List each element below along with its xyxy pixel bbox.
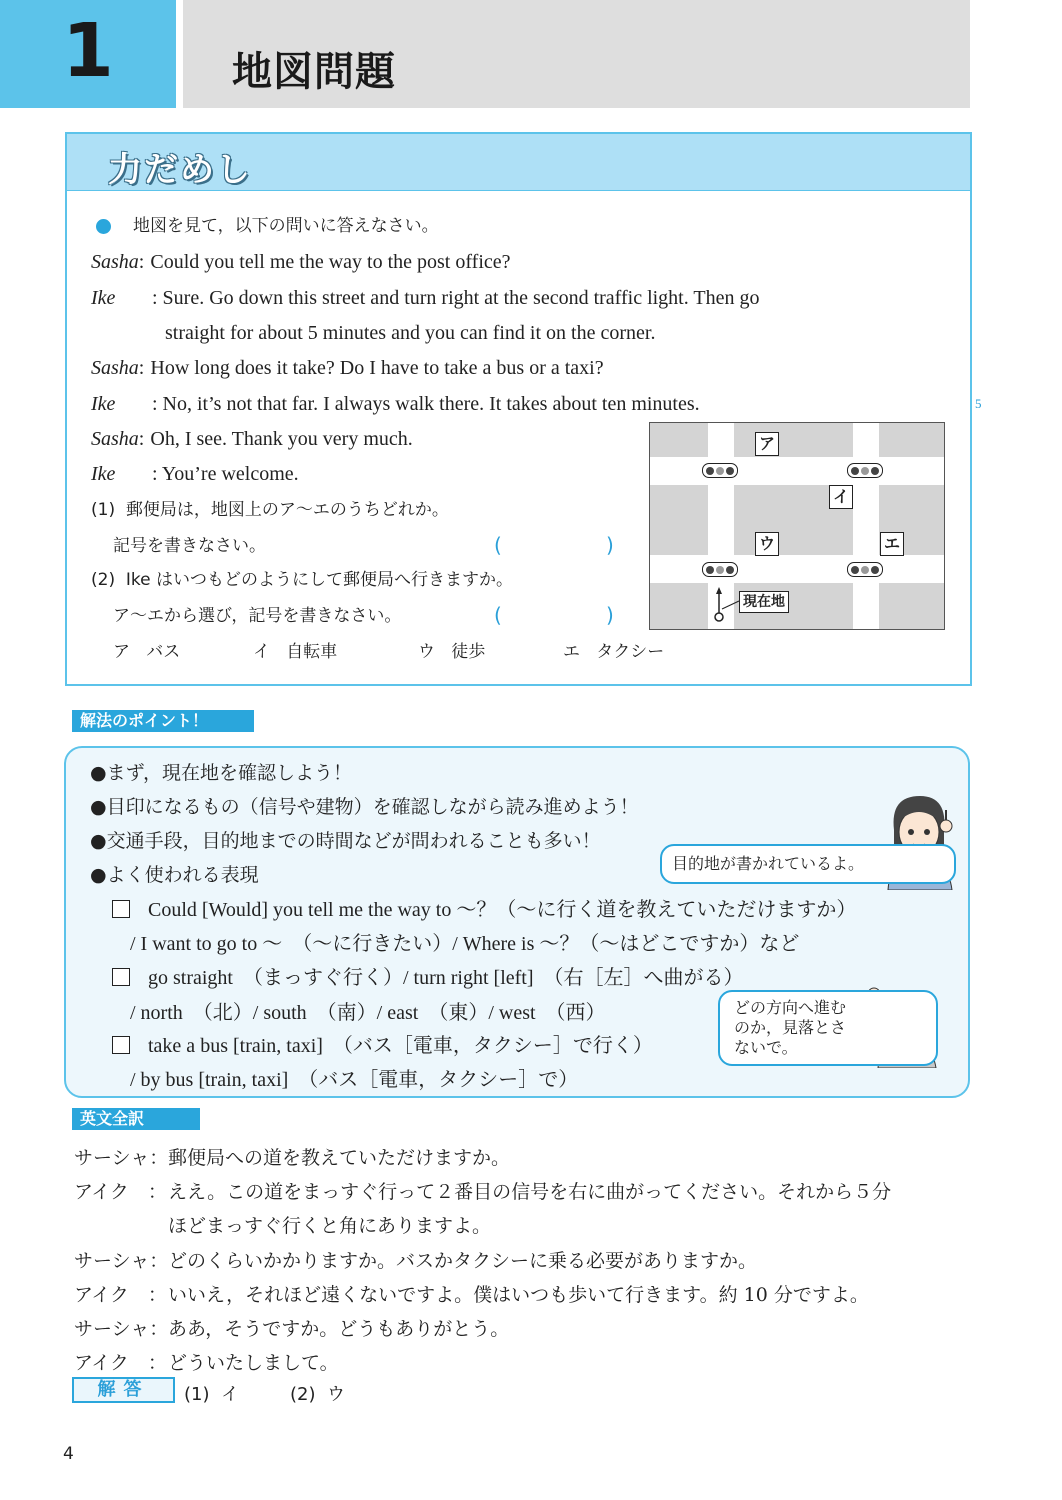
road: [650, 457, 944, 485]
answer-1: (1) イ: [184, 1384, 239, 1405]
dialogue-text: : You’re welcome.: [152, 463, 299, 485]
traffic-light-icon: [847, 562, 883, 577]
translation-text: いいえ，それほど遠くないですよ。僕はいつも歩いて行きます。約 10 分ですよ。: [168, 1284, 869, 1306]
question-2: (2) Ike はいつもどのようにして郵便局へ行きますか。: [91, 570, 514, 590]
expression-line: / north （北）/ south （南）/ east （東）/ west （西）: [130, 1002, 606, 1024]
point-bullet: ●まず，現在地を確認しよう！: [90, 762, 353, 784]
traffic-light-icon: [702, 463, 738, 478]
point-label: 解法のポイント！: [72, 710, 254, 732]
line-number: 5: [975, 396, 982, 411]
translation-text: ほどまっすぐ行くと角にありますよ。: [168, 1215, 492, 1237]
translation-label: 英文全訳: [72, 1108, 200, 1130]
choice: エ タクシー: [563, 642, 665, 662]
map-label-a: ア: [755, 432, 779, 456]
checkbox-icon: [112, 968, 130, 986]
bullet-dot-icon: [96, 219, 111, 234]
map-label-i: イ: [829, 485, 853, 509]
point-bullet: ●交通手段，目的地までの時間などが問われることも多い！: [90, 830, 601, 852]
choice: ウ 徒歩: [418, 642, 486, 662]
answer-blank-1[interactable]: [506, 532, 604, 556]
dialogue-line: Ike: [91, 463, 116, 485]
translation-speaker: アイク ：: [74, 1181, 167, 1203]
point-bullet: ●よく使われる表現: [90, 864, 259, 886]
answer-2: (2) ウ: [290, 1384, 345, 1405]
street-map: [649, 422, 945, 630]
question-2-line2: ア～エから選び，記号を書きなさい。: [113, 606, 402, 626]
dialogue-line: Sasha: How long does it take? Do I have to take a bus or a taxi?: [91, 357, 604, 379]
translation-text: どのくらいかかりますか。バスかタクシーに乗る必要がありますか。: [168, 1250, 758, 1272]
dialogue-line: Sasha: Oh, I see. Thank you very much.: [91, 428, 413, 450]
map-label-u: ウ: [755, 532, 779, 556]
road: [853, 423, 879, 629]
instruction: 地図を見て，以下の問いに答えなさい。: [96, 214, 439, 238]
exercise-title: 力だめし: [108, 150, 252, 190]
dialogue-text: : No, it’s not that far. I always walk there. It takes about ten minutes.: [152, 393, 700, 415]
answer-paren-open: (: [494, 603, 502, 627]
answer-label: 解答: [72, 1377, 175, 1403]
answer-paren-close: ): [606, 603, 614, 627]
current-location-label: 現在地: [739, 591, 789, 613]
translation-speaker: アイク ：: [74, 1352, 167, 1374]
dialogue-line: Ike: [91, 287, 116, 309]
answer-blank-2[interactable]: [506, 602, 604, 626]
chapter-title: 地図問題: [232, 49, 396, 95]
road: [650, 555, 944, 583]
expression-line: Could [Would] you tell me the way to ～？（～に行く道を教えていただけますか）: [112, 893, 856, 922]
choice: イ 自転車: [253, 642, 338, 662]
checkbox-icon: [112, 900, 130, 918]
translation-text: どういたしまして。: [168, 1352, 339, 1374]
dialogue-text: straight for about 5 minutes and you can find it on the corner.: [165, 322, 656, 344]
traffic-light-icon: [847, 463, 883, 478]
question-1: (1) 郵便局は，地図上のア～エのうちどれか。: [91, 500, 449, 520]
translation-text: 郵便局への道を教えていただけますか。: [168, 1147, 511, 1169]
point-bullet: ●目印になるもの（信号や建物）を確認しながら読み進めよう！: [90, 796, 639, 818]
answer-paren-close: ): [606, 533, 614, 557]
chapter-number: 1: [62, 8, 114, 94]
expression-line: take a bus [train, taxi] （バス［電車，タクシー］で行く）: [112, 1029, 653, 1058]
translation-speaker: サーシャ：: [74, 1318, 169, 1340]
dialogue-text: : Sure. Go down this street and turn right at the second traffic light. Then go: [152, 287, 760, 309]
translation-speaker: アイク ：: [74, 1284, 167, 1306]
expression-line: go straight （まっすぐ行く）/ turn right [left] （右［左］へ曲がる）: [112, 961, 744, 990]
expression-line: / by bus [train, taxi] （バス［電車，タクシー］で）: [130, 1069, 579, 1091]
translation-speaker: サーシャ：: [74, 1147, 169, 1169]
current-location-arrow-icon: [712, 585, 742, 625]
speech-bubble: どの方向へ進む のか，見落とさ ないで。: [718, 990, 938, 1066]
dialogue-line: Ike: [91, 393, 116, 415]
page-number: 4: [63, 1444, 74, 1464]
question-1-line2: 記号を書きなさい。: [113, 536, 266, 556]
answer-paren-open: (: [494, 533, 502, 557]
translation-text: ああ，そうですか。どうもありがとう。: [168, 1318, 510, 1340]
checkbox-icon: [112, 1036, 130, 1054]
translation-speaker: サーシャ：: [74, 1250, 169, 1272]
dialogue-line: Sasha: Could you tell me the way to the post office?: [91, 251, 511, 273]
map-label-e: エ: [880, 532, 904, 556]
translation-text: ええ。この道をまっすぐ行って２番目の信号を右に曲がってください。それから５分: [168, 1181, 892, 1203]
expression-line: / I want to go to ～ （～に行きたい）/ Where is ～？（～はどこですか）など: [130, 933, 800, 955]
traffic-light-icon: [702, 562, 738, 577]
choices: ア バス: [113, 642, 181, 662]
speech-bubble: 目的地が書かれているよ。: [660, 844, 956, 884]
